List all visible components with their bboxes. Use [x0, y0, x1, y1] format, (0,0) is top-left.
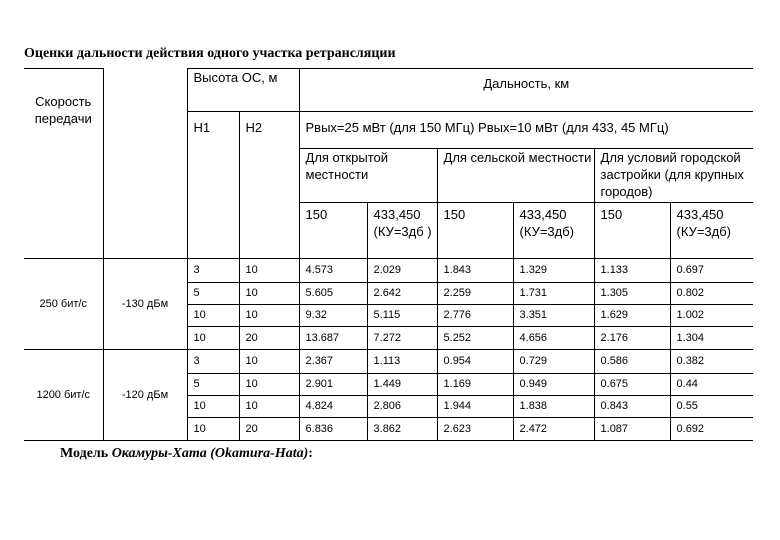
cell: 10	[239, 396, 299, 418]
caption-prefix: Модель	[60, 446, 112, 461]
cell: 2.176	[594, 327, 670, 350]
cell: 2.029	[367, 259, 437, 283]
header-open-area: Для открытой местности	[299, 149, 437, 203]
cell: 10	[187, 327, 239, 350]
cell: 13.687	[299, 327, 367, 350]
header-freq-433: 433,450 (КУ=3дб)	[670, 203, 753, 259]
cell: 20	[239, 418, 299, 441]
cell: 0.697	[670, 259, 753, 283]
cell: 6.836	[299, 418, 367, 441]
cell: 0.44	[670, 374, 753, 396]
cell: 10	[187, 418, 239, 441]
cell: 1.629	[594, 305, 670, 327]
cell: 10	[187, 305, 239, 327]
cell: 2.259	[437, 283, 513, 305]
cell: 1.087	[594, 418, 670, 441]
cell: 0.843	[594, 396, 670, 418]
cell: 1.304	[670, 327, 753, 350]
header-range: Дальность, км	[299, 69, 753, 112]
cell: 4.824	[299, 396, 367, 418]
header-freq-433: 433,450 (КУ=3дб )	[367, 203, 437, 259]
cell: 0.675	[594, 374, 670, 396]
cell: 3	[187, 350, 239, 374]
cell: 2.806	[367, 396, 437, 418]
caption-suffix: :	[308, 446, 313, 461]
header-freq-150: 150	[437, 203, 513, 259]
header-freq-150: 150	[299, 203, 367, 259]
cell: 0.729	[513, 350, 594, 374]
cell: 1.113	[367, 350, 437, 374]
cell: 0.954	[437, 350, 513, 374]
rate-label: 250 бит/с	[24, 259, 103, 350]
cell: 1.329	[513, 259, 594, 283]
cell: 1.843	[437, 259, 513, 283]
cell: 3.351	[513, 305, 594, 327]
cell: 2.623	[437, 418, 513, 441]
header-speed: Скорость передачи	[24, 69, 103, 259]
cell: 10	[239, 350, 299, 374]
caption-model: Окамуры-Хата (Okamura-Hata)	[111, 446, 309, 461]
cell: 2.472	[513, 418, 594, 441]
cell: 20	[239, 327, 299, 350]
cell: 2.367	[299, 350, 367, 374]
cell: 3	[187, 259, 239, 283]
cell: 7.272	[367, 327, 437, 350]
cell: 10	[239, 374, 299, 396]
sensitivity-label: -120 дБм	[103, 350, 187, 441]
cell: 5.115	[367, 305, 437, 327]
cell: 0.55	[670, 396, 753, 418]
header-h1: Н1	[187, 112, 239, 259]
cell: 1.449	[367, 374, 437, 396]
cell: 5	[187, 283, 239, 305]
cell: 5.252	[437, 327, 513, 350]
page-title: Оценки дальности действия одного участка ретрансляции	[24, 46, 396, 61]
cell: 10	[187, 396, 239, 418]
header-height: Высота ОС, м	[187, 69, 299, 112]
cell: 0.692	[670, 418, 753, 441]
header-urban: Для условий городской застройки (для крупных городов)	[594, 149, 753, 203]
header-freq-150: 150	[594, 203, 670, 259]
rate-label: 1200 бит/с	[24, 350, 103, 441]
cell: 0.949	[513, 374, 594, 396]
cell: 10	[239, 283, 299, 305]
cell: 10	[239, 259, 299, 283]
range-table	[24, 68, 753, 441]
table-row	[24, 350, 753, 374]
cell: 2.901	[299, 374, 367, 396]
cell: 1.133	[594, 259, 670, 283]
cell: 0.802	[670, 283, 753, 305]
header-rural: Для сельской местности	[437, 149, 594, 203]
cell: 1.838	[513, 396, 594, 418]
cell: 10	[239, 305, 299, 327]
table-row	[24, 259, 753, 283]
cell: 9.32	[299, 305, 367, 327]
caption	[60, 446, 313, 462]
cell: 1.305	[594, 283, 670, 305]
header-power: Рвых=25 мВт (для 150 МГц) Рвых=10 мВт (для 433, 45 МГц)	[299, 112, 753, 149]
cell: 0.586	[594, 350, 670, 374]
cell: 4.573	[299, 259, 367, 283]
cell: 3.862	[367, 418, 437, 441]
cell: 2.642	[367, 283, 437, 305]
cell: 2.776	[437, 305, 513, 327]
cell: 1.169	[437, 374, 513, 396]
header-freq-433: 433,450 (КУ=3дб)	[513, 203, 594, 259]
sensitivity-label: -130 дБм	[103, 259, 187, 350]
cell: 1.944	[437, 396, 513, 418]
header-h2: Н2	[239, 112, 299, 259]
cell: 1.002	[670, 305, 753, 327]
cell: 0.382	[670, 350, 753, 374]
cell: 1.731	[513, 283, 594, 305]
cell: 5.605	[299, 283, 367, 305]
cell: 5	[187, 374, 239, 396]
cell: 4.656	[513, 327, 594, 350]
